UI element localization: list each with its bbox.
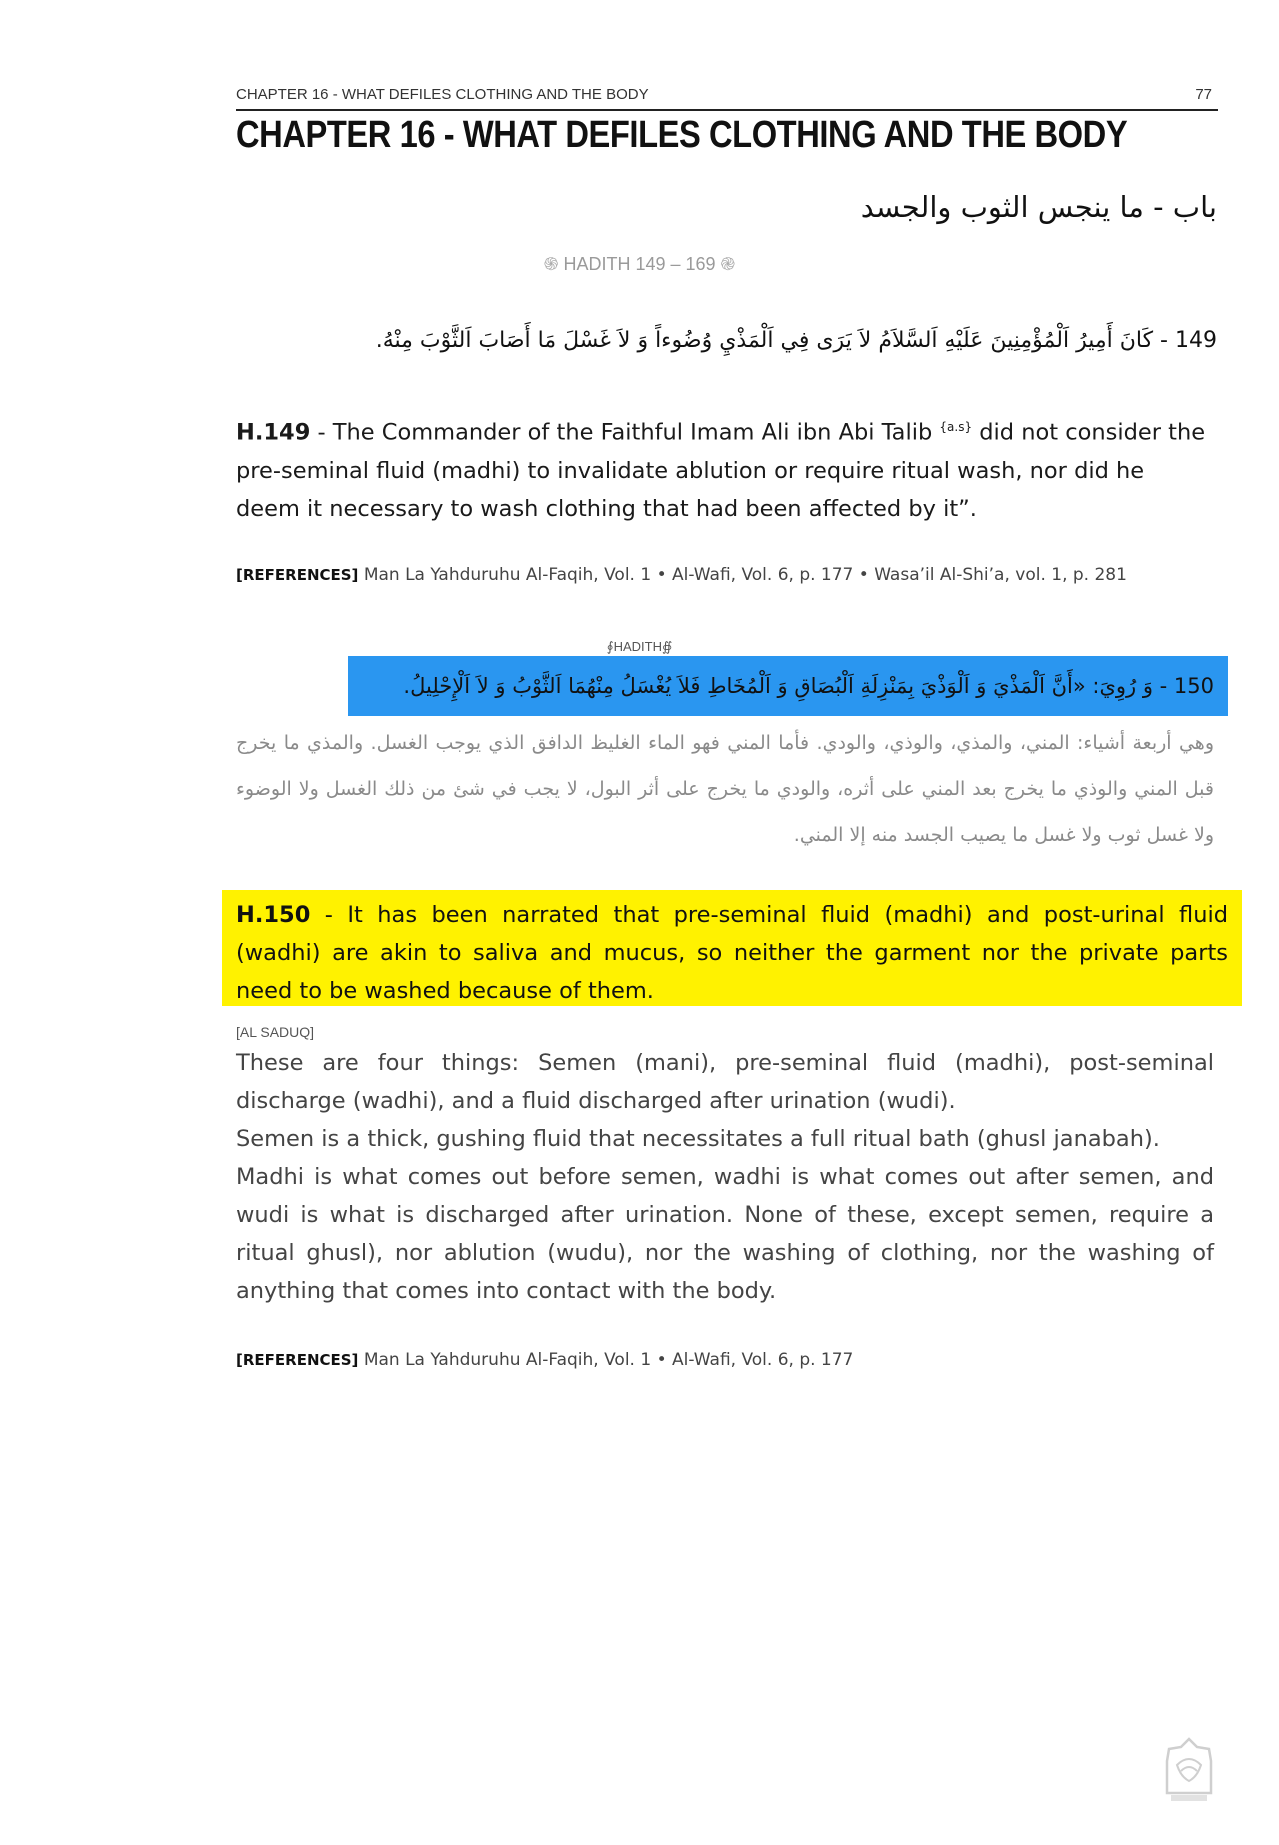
hadith-range — [0, 252, 1279, 276]
hadith-149-id: H.149 — [236, 419, 311, 446]
references-text: Man La Yahduruhu Al-Faqih, Vol. 1 • Al-Wafi, Vol. 6, p. 177 • Wasa’il Al-Shi’a, vol. 1, p. 281 — [358, 565, 1127, 585]
chapter-title: CHAPTER 16 - WHAT DEFILES CLOTHING AND THE BODY — [236, 114, 1128, 156]
running-header — [236, 86, 1218, 111]
hadith-149-references — [236, 565, 1236, 585]
commentary-paragraph: Semen is a thick, gushing fluid that necessitates a full ritual bath (ghusl janabah). — [236, 1126, 1160, 1152]
hadith-149-arabic: 149 - كَانَ أَمِيرُ اَلْمُؤْمِنِينَ عَلَيْهِ اَلسَّلاَمُ لاَ يَرَى فِي اَلْمَذْيِ وُضُوءاً وَ لاَ غَسْلَ مَا أَصَابَ اَلثَّوْبَ مِنْهُ. — [375, 328, 1217, 353]
hadith-150-commentary — [236, 1044, 1214, 1310]
divider-ornament-right-icon: ∯ — [661, 639, 673, 654]
hadith-150-references — [236, 1350, 1236, 1370]
hadith-150-text: - It has been narrated that pre-seminal fluid (madhi) and post-urinal fluid (wadhi) are akin to saliva and mucus, so neither the garment nor the private parts need to be washed because of them. — [236, 902, 1228, 1004]
hadith-149-text-before: - The Commander of the Faithful Imam Ali ibn Abi Talib — [310, 419, 940, 446]
running-title: CHAPTER 16 - WHAT DEFILES CLOTHING AND THE BODY — [236, 86, 649, 103]
ornament-left-icon: ֍ — [543, 254, 559, 274]
references-label: [REFERENCES] — [236, 566, 359, 584]
commentary-paragraph: These are four things: Semen (mani), pre-seminal fluid (madhi), post-seminal discharge (wadhi), and a fluid discharged after urination (wudi). — [236, 1050, 1214, 1114]
honorific-superscript: {a.s} — [939, 420, 973, 434]
hadith-150-translation — [222, 890, 1242, 1006]
page-number: 77 — [1195, 86, 1212, 103]
hadith-149-text-after: did not consider the pre-seminal fluid (madhi) to invalidate ablution or require ritual wash, nor did he deem it necessary to wash clothing that had been affected by it”. — [236, 419, 1206, 522]
divider-ornament-left-icon: ∮ — [606, 639, 614, 654]
hadith-150-arabic-commentary: وهي أربعة أشياء: المني، والمذي، والوذي، والودي. فأما المني فهو الماء الغليظ الدافق الذي يوجب الغسل. والمذي ما يخرج قبل المني والوذي ما يخرج بعد المني على أثره، والودي ما يخرج على أثر البول، لا يجب في شئ من ذلك الغسل ولا الوضوء ولا غسل ثوب ولا غسل ما يصيب الجسد منه إلا المني. — [236, 732, 1214, 846]
hadith-150-source: [AL SADUQ] — [236, 1024, 315, 1040]
hadith-150-id: H.150 — [236, 902, 311, 928]
hadith-range-label: HADITH 149 – 169 — [563, 254, 716, 274]
references-label: [REFERENCES] — [236, 1351, 359, 1369]
commentary-paragraph: Madhi is what comes out before semen, wadhi is what comes out after semen, and wudi is what is discharged after urination. None of these, except semen, require a ritual ghusl), nor ablution (wudu), nor the washing of clothing, nor the washing of anything that comes into contact with the body. — [236, 1164, 1214, 1304]
references-text: Man La Yahduruhu Al-Faqih, Vol. 1 • Al-Wafi, Vol. 6, p. 177 — [358, 1350, 854, 1370]
publisher-logo-icon — [1163, 1737, 1215, 1805]
hadith-149-translation — [236, 408, 1214, 528]
publisher-logo-graphic — [1163, 1737, 1215, 1805]
divider-label: HADITH — [613, 639, 662, 654]
hadith-150-arabic: 150 - وَ رُوِيَ: «أَنَّ اَلْمَذْيَ وَ اَلْوَذْيَ بِمَنْزِلَةِ اَلْبُصَاقِ وَ اَلْمُخَاطِ فَلاَ يُغْسَلُ مِنْهُمَا اَلثَّوْبُ وَ لاَ اَلْإِحْلِيلُ. — [348, 656, 1228, 716]
hadith-divider — [0, 639, 1279, 655]
ornament-right-icon: ֎ — [720, 254, 736, 274]
arabic-chapter-title: باب - ما ينجس الثوب والجسد — [860, 190, 1217, 224]
